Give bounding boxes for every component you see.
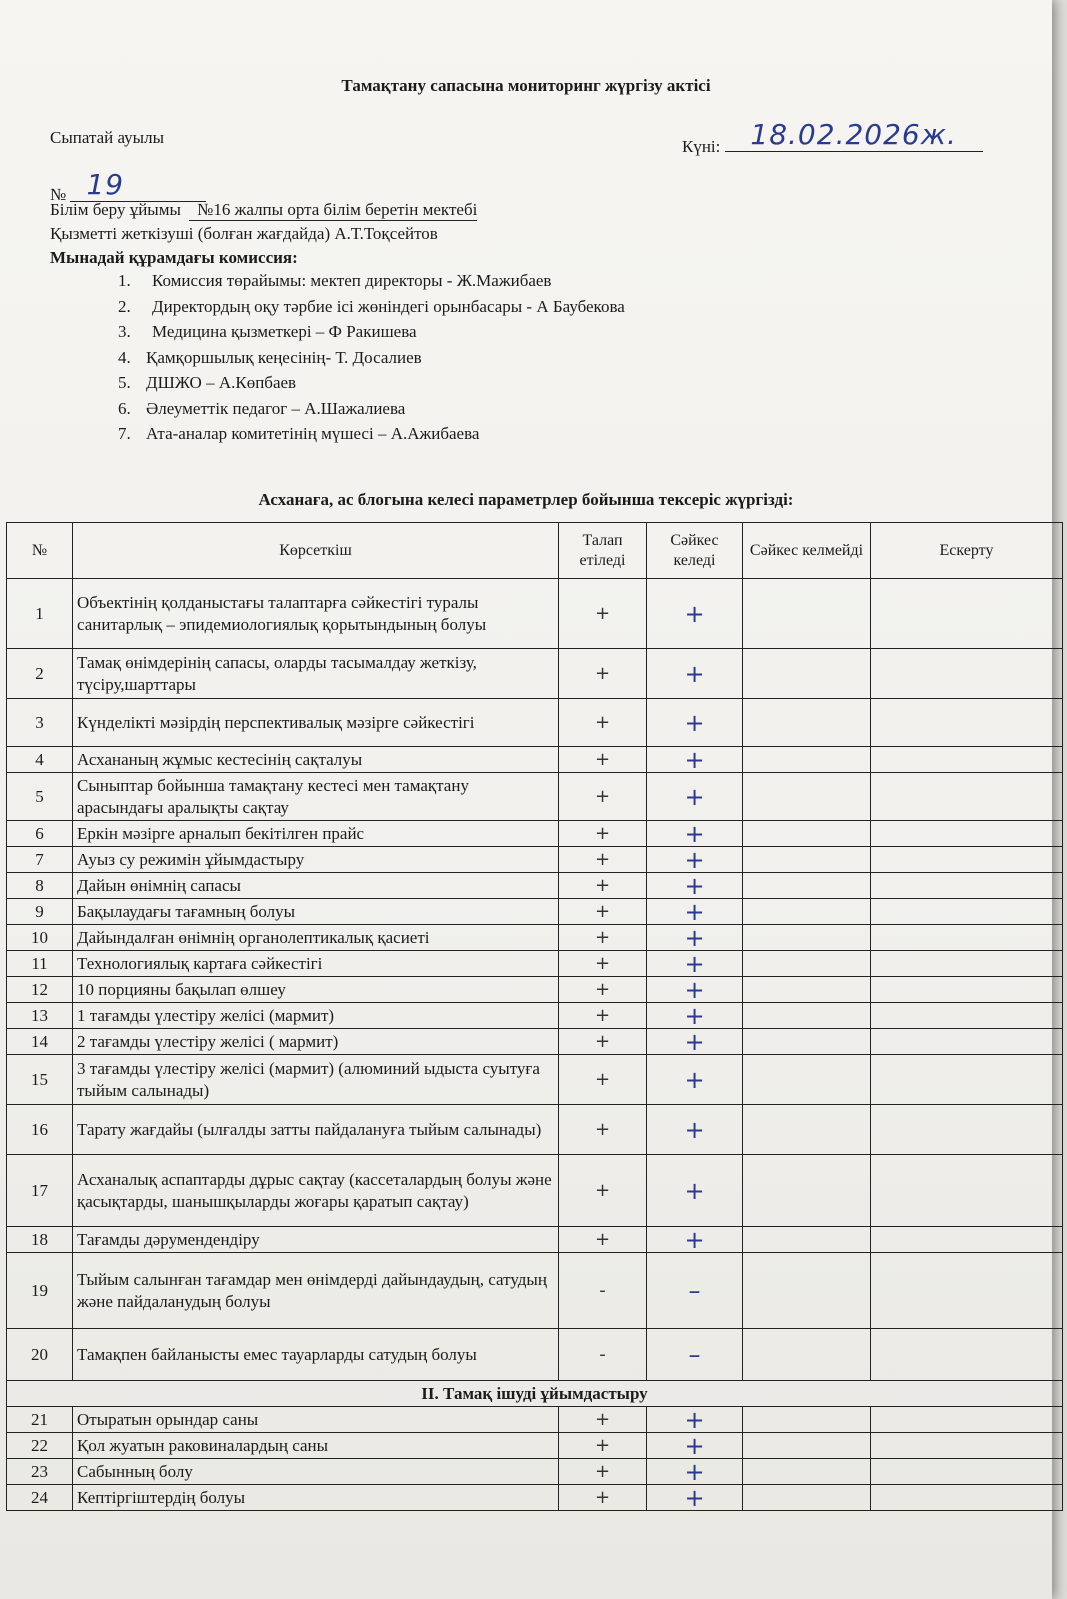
- table-row: 1 Объектінің қолданыстағы талаптарға сәйкестігі туралы санитарлық – эпидемиологиялық қорытындының болуы + +: [7, 579, 1063, 649]
- table-row: 6 Еркін мәзірге арналып бекітілген прайс + +: [7, 821, 1063, 847]
- table-row: 21 Отыратын орындар саны + +: [7, 1407, 1063, 1433]
- table-row: 24 Кептіргіштердің болуы + +: [7, 1485, 1063, 1511]
- table-row: 5 Сыныптар бойынша тамақтану кестесі мен тамақтану арасындағы аралықты сақтау + +: [7, 773, 1063, 821]
- act-number-value: 19: [70, 168, 206, 202]
- village-name: Сыпатай ауылы: [50, 128, 165, 147]
- check-intro: Асханаға, ас блогына келесі параметрлер бойынша тексеріс жүргізді:: [258, 490, 794, 509]
- table-row: 17 Асханалық аспаптарды дұрыс сақтау (кассеталардың болуы және қасықтарды, шанышқыларды жоғары қаратып сақтау) + +: [7, 1155, 1063, 1227]
- act-number: [50, 168, 206, 202]
- table-row: 16 Тарату жағдайы (ылғалды затты пайдалануға тыйым салынады) + +: [7, 1105, 1063, 1155]
- organization-line: [50, 200, 477, 221]
- header-num: №: [7, 523, 73, 579]
- commission-member: 4. Қамқоршылық кеңесінің- Т. Досалиев: [118, 347, 422, 367]
- table-row: 9 Бақылаудағы тағамның болуы + +: [7, 899, 1063, 925]
- commission-member: 3. Медицина қызметкері – Ф Ракишева: [118, 322, 417, 341]
- table-row: 10 Дайындалған өнімнің органолептикалық қасиеті + +: [7, 925, 1063, 951]
- commission-member: 1. Комиссия төрайымы: мектеп директоры - Ж.Мажибаев: [118, 271, 552, 290]
- table-row: 2 Тамақ өнімдерінің сапасы, оларды тасымалдау жеткізу, түсіру,шарттары + +: [7, 649, 1063, 699]
- table-row: 7 Ауыз су режимін ұйымдастыру + +: [7, 847, 1063, 873]
- table-row: 15 3 тағамды үлестіру желісі (мармит) (алюминий ыдыста суытуға тыйым салынады) + +: [7, 1055, 1063, 1105]
- table-row: 8 Дайын өнімнің сапасы + +: [7, 873, 1063, 899]
- header-indicator: Көрсеткіш: [73, 523, 559, 579]
- date-label: Күні:: [682, 137, 721, 156]
- commission-member: 2. Директордың оқу тәрбие ісі жөніндегі орынбасары - А Баубекова: [118, 296, 625, 316]
- act-number-label: №: [50, 185, 67, 204]
- header-required: Талап етіледі: [559, 523, 647, 579]
- section-2-title: ІІ. Тамақ ішуді ұйымдастыру: [7, 1381, 1063, 1407]
- commission-title: Мынадай құрамдағы комиссия:: [50, 248, 298, 267]
- table-row: 4 Асхананың жұмыс кестесінің сақталуы + +: [7, 747, 1063, 773]
- date-value: 18.02.2026ж.: [725, 118, 983, 152]
- commission-list: [118, 268, 625, 447]
- table-row: 23 Сабынның болу + +: [7, 1459, 1063, 1485]
- table-row: 19 Тыйым салынған тағамдар мен өнімдерді дайындаудың, сатудың және пайдаланудың болуы - –: [7, 1253, 1063, 1329]
- document-title: Тамақтану сапасына мониторинг жүргізу актісі: [341, 76, 711, 95]
- commission-member: 6. Әлеуметтік педагог – А.Шажалиева: [118, 398, 406, 418]
- header-note: Ескерту: [871, 523, 1063, 579]
- organization-value: №16 жалпы орта білім беретін мектебі: [189, 200, 477, 221]
- commission-member: 7. Ата-аналар комитетінің мүшесі – А.Ажибаева: [118, 424, 480, 443]
- organization-label: Білім беру ұйымы: [50, 200, 181, 219]
- monitoring-table: [6, 522, 1063, 1511]
- table-row: 22 Қол жуатын раковиналардың саны + +: [7, 1433, 1063, 1459]
- table-row: 20 Тамақпен байланысты емес тауарларды сатудың болуы - –: [7, 1329, 1063, 1381]
- header-not-complies: Сәйкес келмейді: [743, 523, 871, 579]
- table-header-row: [7, 523, 1063, 579]
- commission-member: 5. ДШЖО – А.Көпбаев: [118, 373, 297, 392]
- table-row: 3 Күнделікті мәзірдің перспективалық мәзірге сәйкестігі + +: [7, 699, 1063, 747]
- header-complies: Сәйкес келеді: [647, 523, 743, 579]
- section-title-row: [7, 1381, 1063, 1407]
- supplier-line: Қызметті жеткізуші (болған жағдайда) А.Т.Тоқсейтов: [50, 224, 438, 243]
- table-row: 12 10 порцияны бақылап өлшеу + +: [7, 977, 1063, 1003]
- date-field: [682, 118, 983, 156]
- table-row: 18 Тағамды дәрумендендіру + +: [7, 1227, 1063, 1253]
- table-row: 13 1 тағамды үлестіру желісі (мармит) + +: [7, 1003, 1063, 1029]
- table-row: 14 2 тағамды үлестіру желісі ( мармит) + +: [7, 1029, 1063, 1055]
- table-row: 11 Технологиялық картаға сәйкестігі + +: [7, 951, 1063, 977]
